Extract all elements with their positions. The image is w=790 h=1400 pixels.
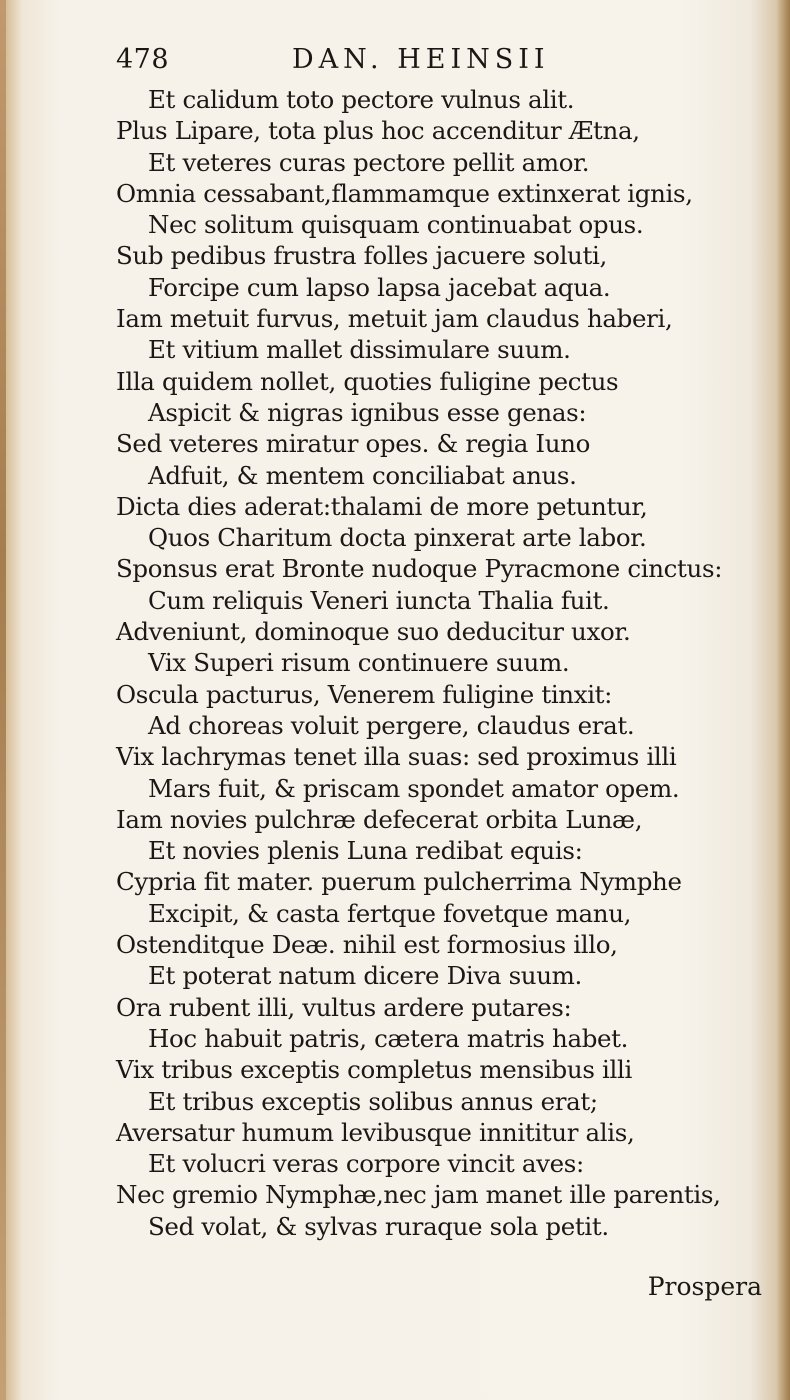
poem-line: Aspicit & nigras ignibus esse genas: <box>148 397 587 427</box>
poem-line: Nec gremio Nymphæ,nec jam manet ille parentis, <box>116 1180 721 1210</box>
running-head: DAN. HEINSII <box>292 44 550 75</box>
poem-text <box>116 84 776 1242</box>
catchword: Prospera <box>647 1272 762 1301</box>
poem-line: Oscula pacturus, Venerem fuligine tinxit: <box>116 679 613 709</box>
poem-line: Et calidum toto pectore vulnus alit. <box>148 85 575 114</box>
poem-line: Sub pedibus frustra folles jacuere soluti, <box>116 241 607 271</box>
poem-line: Cum reliquis Veneri iuncta Thalia fuit. <box>148 585 610 615</box>
poem-line: Ora rubent illi, vultus ardere putares: <box>116 992 572 1022</box>
poem-line: Nec solitum quisquam continuabat opus. <box>148 210 644 240</box>
poem-line: Iam novies pulchræ defecerat orbita Lunæ, <box>116 804 643 834</box>
poem-line: Adfuit, & mentem conciliabat anus. <box>148 460 577 490</box>
poem-line: Vix lachrymas tenet illa suas: sed proximus illi <box>116 742 677 772</box>
poem-line: Cypria fit mater. puerum pulcherrima Nymphe <box>116 867 682 897</box>
poem-line: Vix Superi risum continuere suum. <box>148 648 570 678</box>
poem-line: Et tribus exceptis solibus annus erat; <box>148 1086 598 1116</box>
poem-line: Illa quidem nollet, quoties fuligine pectus <box>116 366 619 396</box>
page-gutter-edge <box>0 0 6 1400</box>
poem-line: Mars fuit, & priscam spondet amator opem. <box>148 773 680 803</box>
poem-line: Ad choreas voluit pergere, claudus erat. <box>148 710 635 740</box>
page-number: 478 <box>116 44 170 75</box>
poem-line: Vix tribus exceptis completus mensibus illi <box>116 1055 632 1085</box>
poem-line: Omnia cessabant,flammamque extinxerat ignis, <box>116 178 693 208</box>
poem-line: Et poterat natum dicere Diva suum. <box>148 961 582 991</box>
poem-line: Et veteres curas pectore pellit amor. <box>148 147 590 177</box>
page-header <box>116 44 576 88</box>
poem-line: Dicta dies aderat:thalami de more petuntur, <box>116 491 648 521</box>
page-outer-edge <box>778 0 790 1400</box>
poem-line: Ostenditque Deæ. nihil est formosius illo, <box>116 930 618 960</box>
poem-line: Et volucri veras corpore vincit aves: <box>148 1149 584 1179</box>
poem-line: Sponsus erat Bronte nudoque Pyracmone cinctus: <box>116 554 723 584</box>
poem-line: Excipit, & casta fertque fovetque manu, <box>148 898 632 928</box>
poem-line: Iam metuit furvus, metuit jam claudus haberi, <box>116 304 673 334</box>
poem-line: Forcipe cum lapso lapsa jacebat aqua. <box>148 272 611 302</box>
poem-line: Hoc habuit patris, cætera matris habet. <box>148 1023 629 1053</box>
poem-line: Sed veteres miratur opes. & regia Iuno <box>116 429 591 459</box>
poem-line: Adveniunt, dominoque suo deducitur uxor. <box>116 617 631 647</box>
poem-line: Aversatur humum levibusque innititur alis, <box>116 1117 635 1147</box>
poem-line: Et vitium mallet dissimulare suum. <box>148 335 571 365</box>
poem-line: Sed volat, & sylvas ruraque sola petit. <box>148 1211 609 1241</box>
poem-line: Quos Charitum docta pinxerat arte labor. <box>148 523 647 553</box>
poem-line: Et novies plenis Luna redibat equis: <box>148 836 583 866</box>
poem-line: Plus Lipare, tota plus hoc accenditur Ætna, <box>116 116 640 146</box>
